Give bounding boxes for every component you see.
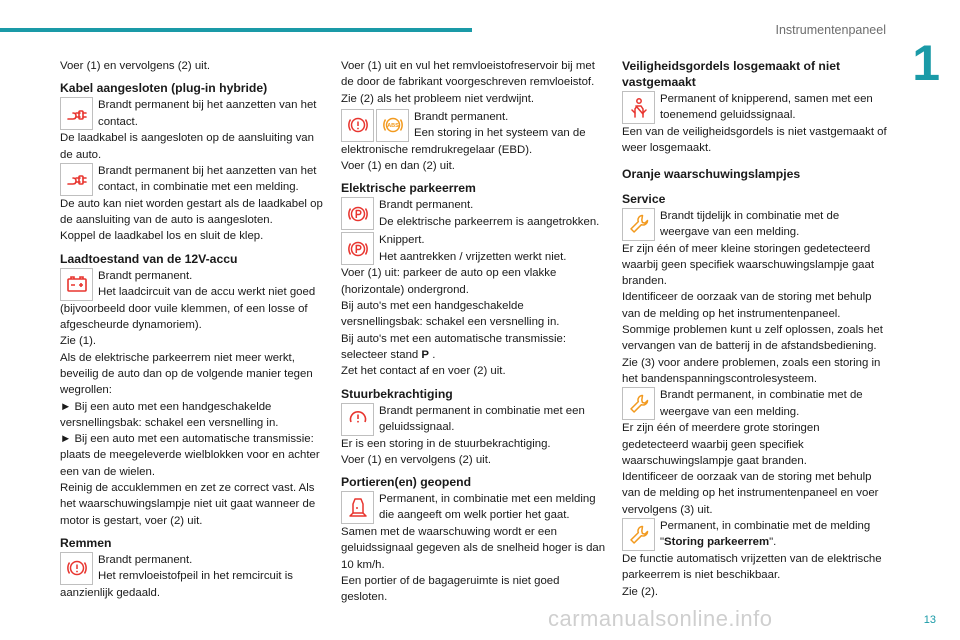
battery-entry — [60, 268, 328, 301]
steering-warning-icon — [341, 403, 374, 436]
service-entry-2-line-2: weergave van een melding. — [660, 405, 800, 418]
parking-brake-entry-1-line-2: De elektrische parkeerrem is aangetrokken. — [379, 215, 600, 228]
door-open-icon — [341, 491, 374, 524]
ebd-entry-line-2: Een storing in het systeem van de — [414, 127, 586, 140]
svg-text:ABS: ABS — [386, 123, 399, 130]
ebd-entry-line-1: Brandt permanent. — [414, 110, 509, 123]
charging-text-2a: De auto kan niet worden gestart als de laadkabel op de aansluiting van de auto is aangesloten. — [60, 197, 323, 227]
wrench-icon — [622, 208, 655, 241]
parking-brake-entry-2-line-1: Knippert. — [379, 234, 425, 247]
brakes-continued-text-2: Zie (2) als het probleem niet verdwijnt. — [341, 92, 535, 105]
wrench-icon — [622, 518, 655, 551]
parking-brake-icon — [341, 197, 374, 230]
battery-text-4: Reinig de accuklemmen en zet ze correct vast. Als het waarschuwingslampje niet uit gaat wanneer de motor is gestart, voer (2) uit. — [60, 482, 316, 527]
page-header-title: Instrumentenpaneel — [775, 23, 886, 37]
parking-brake-text-4: Zet het contact af en voer (2) uit. — [341, 365, 506, 378]
service-entry-2 — [622, 387, 888, 420]
parking-brake-entry-2-line-2: Het aantrekken / vrijzetten werkt niet. — [379, 250, 567, 263]
intro-text: Voer (1) en vervolgens (2) uit. — [60, 60, 211, 72]
column-1 — [60, 58, 328, 601]
parking-brake-entry-1 — [341, 197, 607, 230]
steering-entry-line-2: geluidssignaal. — [379, 420, 455, 433]
service-text-8: Zie (2). — [622, 585, 659, 598]
charging-entry-1-line-1: Brandt permanent bij het aanzetten van het — [98, 99, 317, 112]
brakes-entry — [60, 552, 328, 585]
brake-warning-icon — [341, 109, 374, 142]
charging-entry-1-line-2: contact. — [98, 115, 138, 128]
section-heading-brakes: Remmen — [60, 535, 112, 550]
parking-brake-text-1: Voer (1) uit: parkeer de auto op een vlakke (horizontale) ondergrond. — [341, 267, 557, 296]
parking-brake-text-3a: Bij auto's met een automatische transmissie: selecteer stand — [341, 332, 567, 361]
service-entry-3 — [622, 518, 888, 551]
charging-text-1: De laadkabel is aangesloten op de aansluiting van de auto. — [60, 132, 314, 161]
battery-entry-line-1: Brandt permanent. — [98, 269, 193, 282]
doors-text-2: Een portier of de bagageruimte is niet goed gesloten. — [341, 575, 560, 604]
service-text-6: Identificeer de oorzaak van de storing met behulp van de melding op het instrumentenpaneel en voer vervolgens (3) uit. — [622, 471, 879, 516]
battery-bullet-2: ► Bij een auto met een automatische transmissie: plaats de meegeleverde wielblokken voor en achter een van de wielen. — [60, 433, 320, 478]
plug-icon — [60, 97, 93, 130]
brakes-entry-line-2: Het remvloeistofpeil in het remcircuit is — [98, 570, 293, 583]
service-text-3: Sommige problemen kunt u zelf oplossen, zoals het vervangen van de batterij in de afstandsbediening. — [622, 324, 883, 353]
parking-brake-icon — [341, 232, 374, 265]
steering-text-1: Er is een storing in de stuurbekrachtiging. — [341, 437, 551, 450]
parking-brake-text-3 — [341, 331, 607, 364]
section-heading-parking-brake: Elektrische parkeerrem — [341, 181, 476, 196]
chapter-number: 1 — [912, 35, 940, 91]
battery-text-1: (bijvoorbeeld door vuile klemmen, of een losse of afgescheurde dynamoriem). — [60, 302, 308, 332]
ebd-text-1: elektronische remdrukregelaar (EBD). — [341, 143, 533, 156]
section-heading-battery: Laadtoestand van de 12V-accu — [60, 251, 238, 266]
parking-brake-entry-1-line-1: Brandt permanent. — [379, 199, 474, 212]
battery-icon — [60, 268, 93, 301]
plug-icon — [60, 163, 93, 196]
ebd-entry — [341, 109, 607, 142]
wrench-icon — [622, 387, 655, 420]
service-entry-1 — [622, 208, 888, 241]
service-text-4: Zie (3) voor andere problemen, zoals een storing in het bandenspanningscontrolesysteem. — [622, 356, 881, 385]
service-entry-1-line-2: weergave van een melding. — [660, 225, 800, 238]
charging-entry-2-line-2: contact, in combinatie met een melding. — [98, 181, 299, 194]
charging-text-2b: Koppel de laadkabel los en sluit de klep. — [60, 230, 264, 243]
parking-brake-text-3c: . — [429, 348, 436, 361]
seatbelts-entry — [622, 91, 888, 124]
charging-entry-1 — [60, 97, 328, 130]
column-3 — [622, 58, 888, 600]
parking-brake-text-2: Bij auto's met een handgeschakelde versnellingsbak: schakel een versnelling in. — [341, 300, 560, 329]
service-entry-2-line-1: Brandt permanent, in combinatie met de — [660, 389, 863, 402]
seatbelts-entry-line-1: Permanent of knipperend, samen met een — [660, 93, 873, 105]
quote-open: " — [660, 536, 665, 549]
battery-text-3: Als de elektrische parkeerrem niet meer werkt, beveilig de auto dan op de volgende manier tegen wegrollen: — [60, 351, 313, 397]
service-entry-3-line-2 — [660, 534, 888, 550]
abs-icon — [376, 109, 409, 142]
service-text-1: Er zijn één of meer kleine storingen gedetecteerd waarbij geen specifiek waarschuwingslampje gaat branden. — [622, 242, 874, 288]
header-accent-bar — [0, 28, 472, 32]
section-heading-service: Service — [622, 191, 666, 206]
charging-entry-2-line-1: Brandt permanent bij het aanzetten van het — [98, 164, 317, 177]
seatbelt-icon — [622, 91, 655, 124]
section-heading-charging: Kabel aangesloten (plug-in hybride) — [60, 81, 268, 96]
steering-entry-line-1: Brandt permanent in combinatie met een — [379, 404, 585, 417]
brake-warning-icon — [60, 552, 93, 585]
service-text-7: De functie automatisch vrijzetten van de elektrische parkeerrem is niet beschikbaar. — [622, 553, 882, 582]
brakes-text-1: aanzienlijk gedaald. — [60, 586, 161, 599]
doors-entry-line-1: Permanent, in combinatie met een melding — [379, 493, 596, 506]
service-text-2: Identificeer de oorzaak van de storing met behulp van de melding op het instrumentenpaneel. — [622, 291, 872, 320]
charging-entry-2 — [60, 163, 328, 196]
seatbelts-entry-line-2: toenemend geluidssignaal. — [660, 109, 796, 122]
quote-close: ". — [769, 536, 777, 549]
ebd-text-2: Voer (1) en dan (2) uit. — [341, 160, 455, 173]
section-heading-seatbelts: Veiligheidsgordels losgemaakt of niet vastgemaakt — [622, 59, 841, 89]
watermark: carmanualsonline.info — [548, 606, 773, 631]
battery-bullet-1: ► Bij een auto met een handgeschakelde versnellingsbak: schakel een versnelling in. — [60, 400, 279, 429]
parking-brake-entry-2 — [341, 232, 607, 265]
brakes-continued-text-1: Voer (1) uit en vul het remvloeistofreservoir bij met de door de fabrikant voorgeschreven remvloeistof. — [341, 60, 595, 89]
service-entry-3-line-1: Permanent, in combinatie met de melding — [660, 520, 871, 533]
doors-entry — [341, 491, 607, 524]
battery-text-2: Zie (1). — [60, 335, 97, 348]
section-heading-doors: Portieren(en) geopend — [341, 475, 472, 490]
steering-text-2: Voer (1) en vervolgens (2) uit. — [341, 453, 492, 466]
doors-entry-line-2: die aangeeft om welk portier het gaat. — [379, 509, 570, 522]
service-text-5: Er zijn één of meerdere grote storingen gedetecteerd waarbij geen specifiek waarschuwingslampje gaat branden. — [622, 422, 820, 467]
brakes-entry-line-1: Brandt permanent. — [98, 553, 193, 566]
message-storing-parkeerrem: Storing parkeerrem — [664, 536, 770, 549]
gear-position-p: P — [421, 348, 430, 361]
doors-text-1: Samen met de waarschuwing wordt er een geluidssignaal gegeven als de snelheid hoger is dan 10 km/h. — [341, 526, 606, 571]
seatbelts-text-1: Een van de veiligheidsgordels is niet vastgemaakt of weer losgemaakt. — [622, 126, 887, 155]
service-entry-1-line-1: Brandt tijdelijk in combinatie met de — [660, 209, 840, 222]
section-heading-steering: Stuurbekrachtiging — [341, 386, 453, 401]
page-number: 13 — [923, 614, 936, 626]
battery-entry-line-2: Het laadcircuit van de accu werkt niet goed — [98, 286, 316, 299]
column-2 — [341, 58, 607, 606]
steering-entry — [341, 403, 607, 436]
section-heading-orange-lights: Oranje waarschuwingslampjes — [622, 166, 801, 181]
